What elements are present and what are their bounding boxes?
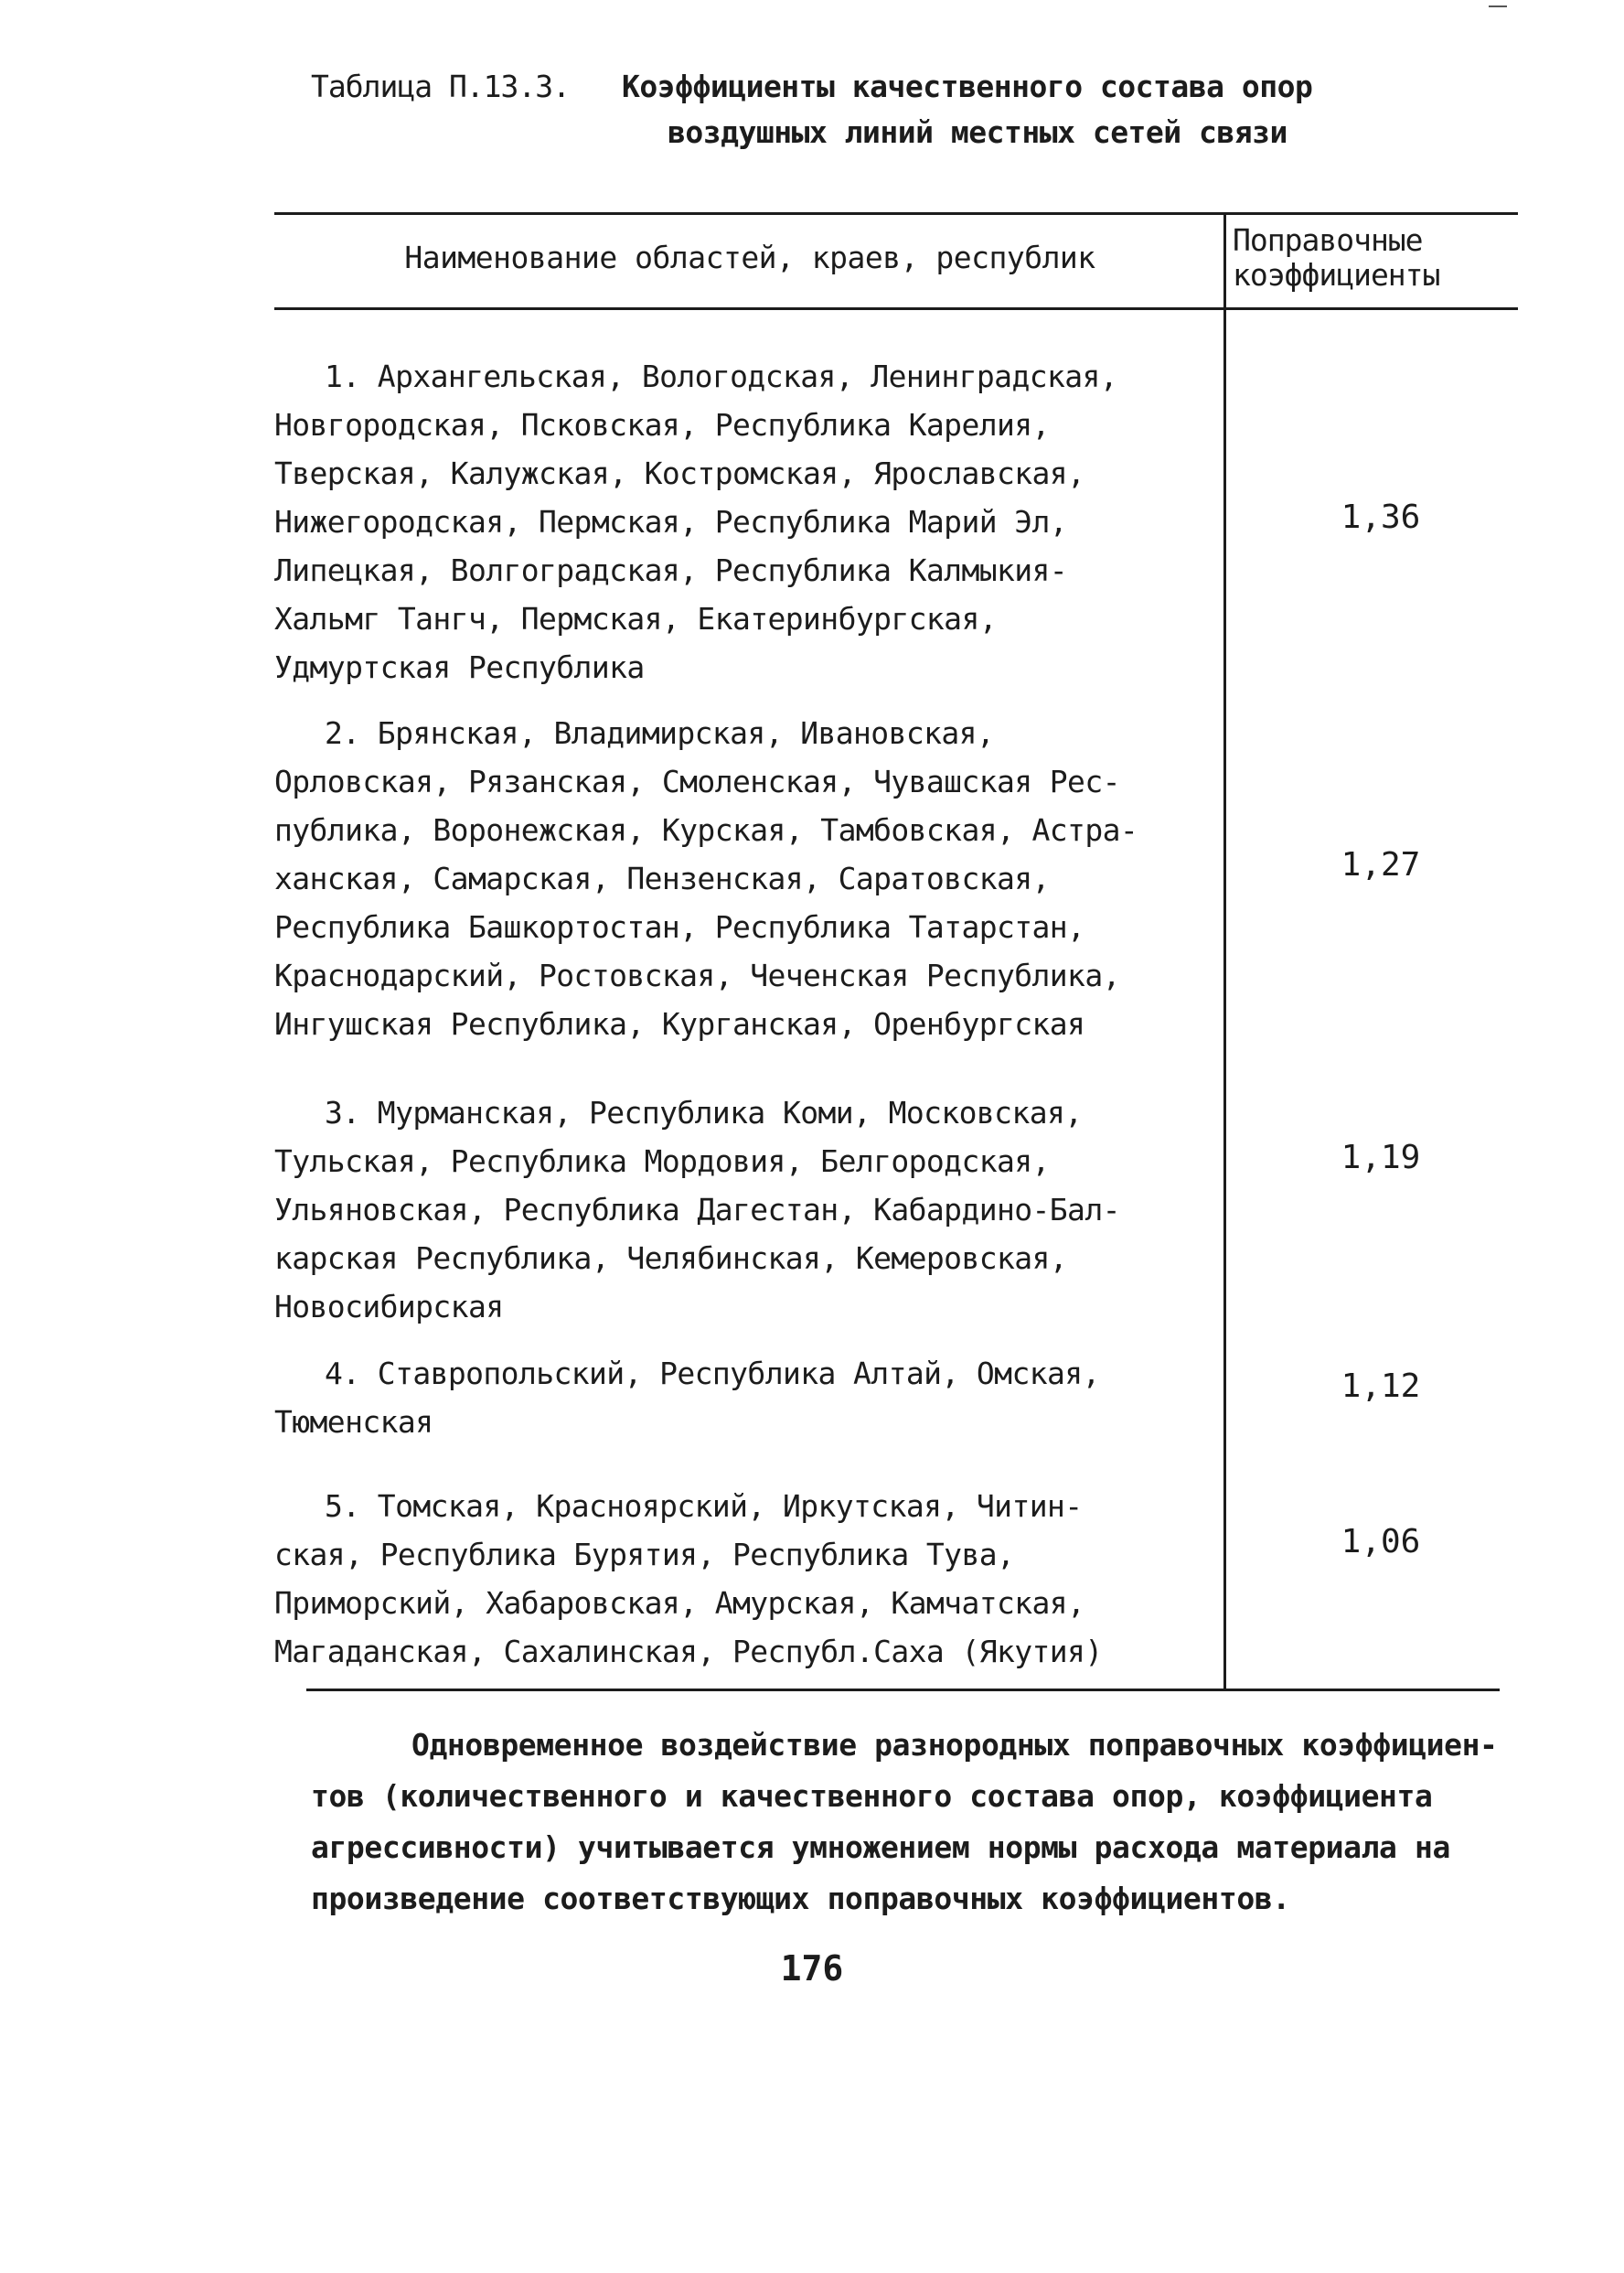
table-title-line-2: воздушных линий местных сетей связи (668, 114, 1287, 150)
row-text-line: ская, Республика Бурятия, Республика Тува, (274, 1537, 1015, 1572)
row-text-line: Нижегородская, Пермская, Республика Марий Эл, (274, 504, 1068, 540)
table-row (274, 1482, 1225, 1676)
note-paragraph (311, 1720, 1518, 1925)
page-number: 176 (780, 1948, 844, 1989)
row-text-line: 2. Брянская, Владимирская, Ивановская, (325, 715, 995, 751)
row-text-line: Хальмг Тангч, Пермская, Екатеринбургская, (274, 601, 997, 637)
table-row (274, 1088, 1225, 1331)
row-text-line: Тюменская (274, 1404, 433, 1440)
row-text-line: 4. Ставропольский, Республика Алтай, Омская, (325, 1356, 1100, 1391)
table-row (274, 709, 1225, 1048)
row-text-line: Ингушская Республика, Курганская, Оренбургская (274, 1006, 1085, 1042)
row-text-line: Орловская, Рязанская, Смоленская, Чувашская Рес- (274, 764, 1120, 799)
row-text-line: Липецкая, Волгоградская, Республика Калмыкия- (274, 552, 1068, 588)
table-caption (311, 64, 1408, 155)
row-coefficient: 1,36 (1341, 499, 1421, 536)
table-label: Таблица П.13.3. (311, 69, 571, 104)
row-text-line: Магаданская, Сахалинская, Республ.Саха (Якутия) (274, 1634, 1103, 1669)
row-text-line: 1. Архангельская, Вологодская, Ленинградская, (325, 359, 1118, 394)
row-coefficient: 1,06 (1341, 1523, 1421, 1560)
row-text-line: Приморский, Хабаровская, Амурская, Камчатская, (274, 1585, 1085, 1621)
header-bottom-rule (274, 307, 1518, 310)
corner-mark (1489, 5, 1507, 7)
header-names: Наименование областей, краев, республик (404, 240, 1095, 275)
row-text-line: 5. Томская, Красноярский, Иркутская, Читин- (325, 1488, 1083, 1524)
row-text-line: Тверская, Калужская, Костромская, Ярославская, (274, 456, 1085, 491)
table-row (274, 352, 1225, 692)
row-text-line: Удмуртская Республика (274, 649, 645, 685)
header-coef-line-2: коэффициенты (1233, 257, 1440, 293)
note-line: произведение соответствующих поправочных коэффициентов. (311, 1881, 1290, 1916)
note-line: Одновременное воздействие разнородных поправочных коэффициен- (411, 1727, 1498, 1763)
row-text-line: Новгородская, Псковская, Республика Карелия, (274, 407, 1050, 443)
note-line: тов (количественного и качественного состава опор, коэффициента (311, 1778, 1433, 1814)
row-coefficient: 1,27 (1341, 846, 1421, 884)
row-text-line: Новосибирская (274, 1289, 504, 1324)
table-top-rule (274, 212, 1518, 215)
row-text-line: Краснодарский, Ростовская, Чеченская Республика, (274, 958, 1120, 993)
table-title-line-1: Коэффициенты качественного состава опор (622, 69, 1313, 104)
row-text-line: Ульяновская, Республика Дагестан, Кабардино-Бал- (274, 1192, 1120, 1228)
row-coefficient: 1,12 (1341, 1367, 1421, 1405)
table-row (274, 1349, 1225, 1446)
row-text-line: 3. Мурманская, Республика Коми, Московская, (325, 1095, 1083, 1131)
header-coef-line-1: Поправочные (1233, 222, 1423, 258)
table-bottom-rule (306, 1689, 1500, 1691)
note-line: агрессивности) учитывается умножением нормы расхода материала на (311, 1829, 1450, 1865)
row-text-line: публика, Воронежская, Курская, Тамбовская, Астра- (274, 812, 1138, 848)
row-text-line: карская Республика, Челябинская, Кемеровская, (274, 1240, 1068, 1276)
row-text-line: ханская, Самарская, Пензенская, Саратовская, (274, 861, 1050, 896)
header-coefficients (1233, 223, 1507, 293)
row-coefficient: 1,19 (1341, 1139, 1421, 1176)
row-text-line: Тульская, Республика Мордовия, Белгородская, (274, 1143, 1050, 1179)
row-text-line: Республика Башкортостан, Республика Татарстан, (274, 909, 1085, 945)
